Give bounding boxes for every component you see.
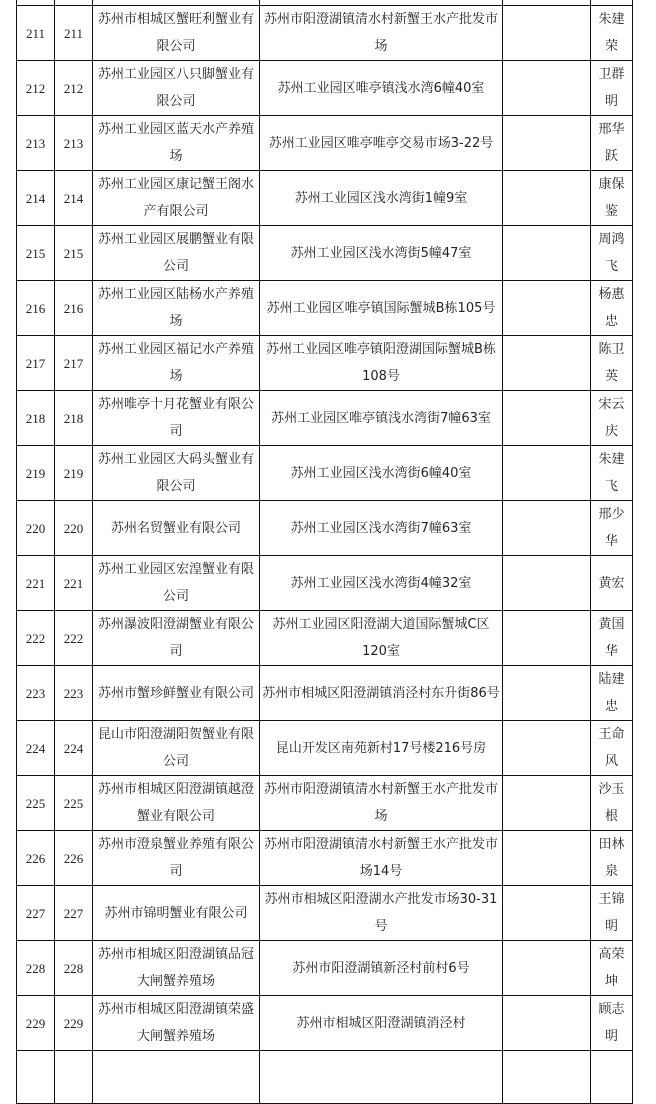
cell-address: 苏州市相城区阳澄湖镇消泾村 [260, 996, 503, 1051]
cell-number: 216 [55, 281, 93, 336]
table-row [17, 556, 633, 611]
cell-note [503, 831, 591, 886]
cell-index: 219 [17, 446, 55, 501]
cell-index: 221 [17, 556, 55, 611]
cell-number: 212 [55, 61, 93, 116]
cell-note [503, 116, 591, 171]
cell-number: 222 [55, 611, 93, 666]
cell-note [503, 776, 591, 831]
cell-company: 苏州市相城区蟹旺利蟹业有限公司 [93, 6, 260, 61]
cell-address: 苏州工业园区浅水湾街5幢47室 [260, 226, 503, 281]
cell-address: 苏州工业园区唯亭镇阳澄湖国际蟹城B栋108号 [260, 336, 503, 391]
cell-company: 苏州市锦明蟹业有限公司 [93, 886, 260, 941]
table-row [17, 721, 633, 776]
cell-person: 高荣坤 [591, 941, 633, 996]
cell-index: 217 [17, 336, 55, 391]
cell-number [55, 1051, 93, 1104]
cell-company: 苏州市相城区阳澄湖镇越澄蟹业有限公司 [93, 776, 260, 831]
cell-address: 苏州市阳澄湖镇清水村新蟹王水产批发市场 [260, 6, 503, 61]
cell-person: 邢华跃 [591, 116, 633, 171]
cell-company: 苏州工业园区蓝天水产养殖场 [93, 116, 260, 171]
cell-address: 苏州工业园区唯亭镇浅水湾6幢40室 [260, 61, 503, 116]
cell-note [503, 501, 591, 556]
cell-index: 215 [17, 226, 55, 281]
cell-index: 211 [17, 6, 55, 61]
cell-index: 214 [17, 171, 55, 226]
cell-person: 王锦明 [591, 886, 633, 941]
cell-person: 康保鉴 [591, 171, 633, 226]
cell-number: 224 [55, 721, 93, 776]
cell-number: 221 [55, 556, 93, 611]
cell-address: 苏州工业园区浅水湾街6幢40室 [260, 446, 503, 501]
cell-company: 苏州名贸蟹业有限公司 [93, 501, 260, 556]
cell-company: 苏州工业园区康记蟹王阁水产有限公司 [93, 171, 260, 226]
cell-number: 220 [55, 501, 93, 556]
cell-company: 苏州市蟹珍鲜蟹业有限公司 [93, 666, 260, 721]
cell-note [503, 336, 591, 391]
cell-index: 226 [17, 831, 55, 886]
cell-person: 黄宏 [591, 556, 633, 611]
cell-company: 苏州工业园区宏湟蟹业有限公司 [93, 556, 260, 611]
cell-person: 陈卫英 [591, 336, 633, 391]
cell-address: 苏州工业园区浅水湾街7幢63室 [260, 501, 503, 556]
cell-person: 顾志明 [591, 996, 633, 1051]
cell-number: 214 [55, 171, 93, 226]
cell-company: 苏州工业园区大码头蟹业有限公司 [93, 446, 260, 501]
cell-company: 苏州市相城区阳澄湖镇荣盛大闸蟹养殖场 [93, 996, 260, 1051]
cell-company: 苏州瀑波阳澄湖蟹业有限公司 [93, 611, 260, 666]
cell-number: 218 [55, 391, 93, 446]
cell-number: 226 [55, 831, 93, 886]
cell-person: 田林泉 [591, 831, 633, 886]
cell-address: 苏州市阳澄湖镇清水村新蟹王水产批发市场 [260, 776, 503, 831]
table-row [17, 666, 633, 721]
cell-company: 苏州工业园区展鹏蟹业有限公司 [93, 226, 260, 281]
cell-note [503, 941, 591, 996]
cell-company: 苏州工业园区八只脚蟹业有限公司 [93, 61, 260, 116]
cell-company [93, 1051, 260, 1104]
cell-index: 222 [17, 611, 55, 666]
table-row [17, 116, 633, 171]
cell-address: 苏州市阳澄湖镇新泾村前村6号 [260, 941, 503, 996]
cell-person: 朱建飞 [591, 446, 633, 501]
cell-note [503, 226, 591, 281]
cell-note [503, 61, 591, 116]
cell-note [503, 611, 591, 666]
cell-number: 219 [55, 446, 93, 501]
table-row [17, 171, 633, 226]
cell-person: 黄国华 [591, 611, 633, 666]
cell-company: 昆山市阳澄湖阳贺蟹业有限公司 [93, 721, 260, 776]
cell-number: 217 [55, 336, 93, 391]
cell-number: 229 [55, 996, 93, 1051]
table-row [17, 281, 633, 336]
cell-address: 苏州市相城区阳澄湖水产批发市场30-31号 [260, 886, 503, 941]
cell-address: 苏州工业园区唯亭镇浅水湾街7幢63室 [260, 391, 503, 446]
cell-note [503, 281, 591, 336]
table-row [17, 446, 633, 501]
cell-index: 212 [17, 61, 55, 116]
cell-address: 苏州工业园区唯亭镇国际蟹城B栋105号 [260, 281, 503, 336]
cell-address: 苏州工业园区浅水湾街4幢32室 [260, 556, 503, 611]
table-row [17, 886, 633, 941]
cell-person: 陆建忠 [591, 666, 633, 721]
cell-index: 228 [17, 941, 55, 996]
cell-note [503, 721, 591, 776]
cell-note [503, 996, 591, 1051]
cell-person: 宋云庆 [591, 391, 633, 446]
table-row-partial-bottom [17, 1051, 633, 1104]
enterprise-registry-table [16, 0, 633, 1104]
cell-index: 218 [17, 391, 55, 446]
cell-person: 朱建荣 [591, 6, 633, 61]
cell-company: 苏州工业园区陆杨水产养殖场 [93, 281, 260, 336]
cell-address [260, 1051, 503, 1104]
cell-note [503, 171, 591, 226]
cell-index: 229 [17, 996, 55, 1051]
cell-number: 227 [55, 886, 93, 941]
table-row [17, 501, 633, 556]
cell-number: 215 [55, 226, 93, 281]
cell-number: 213 [55, 116, 93, 171]
table-row [17, 336, 633, 391]
cell-note [503, 6, 591, 61]
cell-person: 杨惠忠 [591, 281, 633, 336]
table-row [17, 61, 633, 116]
cell-company: 苏州市相城区阳澄湖镇品冠大闸蟹养殖场 [93, 941, 260, 996]
cell-company: 苏州工业园区福记水产养殖场 [93, 336, 260, 391]
table-row [17, 776, 633, 831]
table-row [17, 226, 633, 281]
cell-note [503, 446, 591, 501]
cell-company: 苏州市澄泉蟹业养殖有限公司 [93, 831, 260, 886]
cell-address: 苏州工业园区唯亭唯亭交易市场3-22号 [260, 116, 503, 171]
table-row [17, 941, 633, 996]
cell-index: 225 [17, 776, 55, 831]
cell-note [503, 556, 591, 611]
cell-number: 228 [55, 941, 93, 996]
cell-address: 苏州市相城区阳澄湖镇消泾村东升街86号 [260, 666, 503, 721]
cell-index: 213 [17, 116, 55, 171]
cell-address: 昆山开发区南苑新村17号楼216号房 [260, 721, 503, 776]
cell-person: 卫群明 [591, 61, 633, 116]
cell-index [17, 1051, 55, 1104]
cell-person: 沙玉根 [591, 776, 633, 831]
cell-person: 邢少华 [591, 501, 633, 556]
table-row [17, 611, 633, 666]
cell-note [503, 886, 591, 941]
cell-person: 周鸿飞 [591, 226, 633, 281]
cell-person [591, 1051, 633, 1104]
cell-note [503, 391, 591, 446]
cell-address: 苏州市阳澄湖镇清水村新蟹王水产批发市场14号 [260, 831, 503, 886]
cell-note [503, 666, 591, 721]
cell-address: 苏州工业园区浅水湾街1幢9室 [260, 171, 503, 226]
cell-index: 227 [17, 886, 55, 941]
cell-company: 苏州唯亭十月花蟹业有限公司 [93, 391, 260, 446]
cell-person: 王命风 [591, 721, 633, 776]
table-row [17, 6, 633, 61]
table-row [17, 996, 633, 1051]
cell-index: 223 [17, 666, 55, 721]
cell-index: 216 [17, 281, 55, 336]
cell-index: 224 [17, 721, 55, 776]
cell-number: 225 [55, 776, 93, 831]
cell-note [503, 1051, 591, 1104]
cell-number: 223 [55, 666, 93, 721]
table-row [17, 391, 633, 446]
cell-index: 220 [17, 501, 55, 556]
cell-number: 211 [55, 6, 93, 61]
table-row [17, 831, 633, 886]
cell-address: 苏州工业园区阳澄湖大道国际蟹城C区120室 [260, 611, 503, 666]
